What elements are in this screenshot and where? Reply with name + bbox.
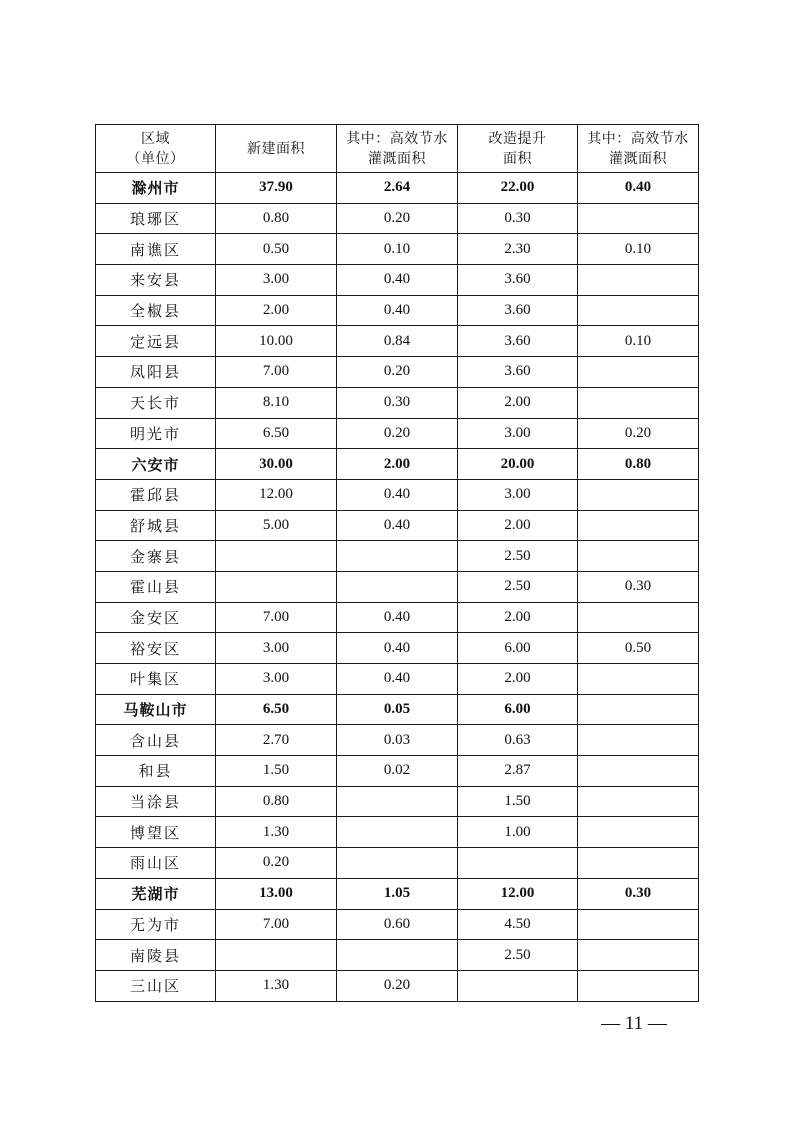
- cell-upgrade-water-saving: [578, 756, 699, 787]
- cell-new-water-saving: 0.02: [337, 756, 458, 787]
- header-upgrade-water-saving-line-2: 灌溉面积: [609, 150, 667, 167]
- cell-region: 南谯区: [96, 234, 216, 265]
- table-row: [96, 817, 699, 848]
- cell-new-area: 0.80: [216, 786, 337, 817]
- cell-upgrade-area: 3.00: [458, 479, 578, 510]
- table-row: [96, 756, 699, 787]
- cell-new-area: 5.00: [216, 510, 337, 541]
- cell-new-area: 1.30: [216, 817, 337, 848]
- cell-upgrade-water-saving: [578, 786, 699, 817]
- cell-new-area: 3.00: [216, 664, 337, 695]
- city-summary-row: [96, 173, 699, 204]
- cell-upgrade-area: 2.87: [458, 756, 578, 787]
- cell-new-area: 3.00: [216, 265, 337, 296]
- header-upgrade-water-saving-line-1: 其中：高效节水: [587, 130, 689, 147]
- table-row: [96, 940, 699, 971]
- cell-region: 芜湖市: [96, 878, 216, 909]
- cell-upgrade-water-saving: [578, 848, 699, 879]
- cell-upgrade-area: 0.63: [458, 725, 578, 756]
- cell-new-area: 1.30: [216, 970, 337, 1001]
- cell-region: 滁州市: [96, 173, 216, 204]
- table-row: [96, 234, 699, 265]
- cell-upgrade-water-saving: [578, 479, 699, 510]
- cell-new-area: 6.50: [216, 418, 337, 449]
- cell-new-water-saving: 0.10: [337, 234, 458, 265]
- table-row: [96, 203, 699, 234]
- cell-upgrade-water-saving: [578, 909, 699, 940]
- cell-new-water-saving: 0.40: [337, 510, 458, 541]
- cell-upgrade-water-saving: 0.40: [578, 173, 699, 204]
- city-summary-row: [96, 878, 699, 909]
- cell-region: 金安区: [96, 602, 216, 633]
- cell-new-water-saving: 0.05: [337, 694, 458, 725]
- cell-upgrade-area: 2.00: [458, 602, 578, 633]
- table-row: [96, 970, 699, 1001]
- cell-new-area: 0.20: [216, 848, 337, 879]
- cell-new-water-saving: 1.05: [337, 878, 458, 909]
- city-summary-row: [96, 449, 699, 480]
- cell-new-water-saving: 0.40: [337, 479, 458, 510]
- header-upgrade-area-line-2: 面积: [503, 150, 532, 167]
- cell-upgrade-water-saving: [578, 387, 699, 418]
- cell-region: 六安市: [96, 449, 216, 480]
- table-row: [96, 602, 699, 633]
- cell-new-water-saving: [337, 571, 458, 602]
- table-row: [96, 571, 699, 602]
- cell-new-area: 1.50: [216, 756, 337, 787]
- cell-upgrade-water-saving: 0.30: [578, 878, 699, 909]
- cell-upgrade-water-saving: [578, 602, 699, 633]
- cell-new-water-saving: [337, 940, 458, 971]
- cell-region: 三山区: [96, 970, 216, 1001]
- cell-upgrade-area: 2.50: [458, 940, 578, 971]
- cell-upgrade-water-saving: 0.50: [578, 633, 699, 664]
- cell-new-area: 13.00: [216, 878, 337, 909]
- cell-upgrade-water-saving: 0.80: [578, 449, 699, 480]
- cell-new-water-saving: 2.64: [337, 173, 458, 204]
- cell-new-area: 7.00: [216, 909, 337, 940]
- cell-upgrade-water-saving: [578, 510, 699, 541]
- cell-region: 马鞍山市: [96, 694, 216, 725]
- cell-upgrade-area: 3.60: [458, 295, 578, 326]
- cell-new-area: 7.00: [216, 602, 337, 633]
- cell-upgrade-area: 2.50: [458, 541, 578, 572]
- cell-new-area: 12.00: [216, 479, 337, 510]
- cell-upgrade-area: 2.00: [458, 387, 578, 418]
- cell-new-water-saving: 0.20: [337, 970, 458, 1001]
- table-header-row: [96, 125, 699, 173]
- header-new-water-saving: [337, 125, 458, 173]
- cell-new-area: 8.10: [216, 387, 337, 418]
- cell-new-area: 7.00: [216, 357, 337, 388]
- cell-region: 裕安区: [96, 633, 216, 664]
- cell-upgrade-area: 3.00: [458, 418, 578, 449]
- cell-region: 定远县: [96, 326, 216, 357]
- cell-new-water-saving: 0.40: [337, 295, 458, 326]
- cell-upgrade-water-saving: [578, 725, 699, 756]
- cell-upgrade-area: [458, 970, 578, 1001]
- cell-new-water-saving: [337, 848, 458, 879]
- table-row: [96, 479, 699, 510]
- cell-new-area: 2.00: [216, 295, 337, 326]
- cell-new-water-saving: 0.84: [337, 326, 458, 357]
- cell-new-water-saving: 0.20: [337, 203, 458, 234]
- cell-upgrade-water-saving: 0.10: [578, 234, 699, 265]
- cell-upgrade-water-saving: 0.10: [578, 326, 699, 357]
- cell-new-water-saving: 0.40: [337, 602, 458, 633]
- table-row: [96, 326, 699, 357]
- cell-new-area: [216, 541, 337, 572]
- cell-upgrade-area: 3.60: [458, 326, 578, 357]
- header-upgrade-area: [458, 125, 578, 173]
- cell-region: 南陵县: [96, 940, 216, 971]
- table-row: [96, 418, 699, 449]
- header-region-line-1: 区域: [141, 130, 170, 147]
- cell-new-area: 2.70: [216, 725, 337, 756]
- cell-upgrade-area: 12.00: [458, 878, 578, 909]
- cell-new-water-saving: 0.60: [337, 909, 458, 940]
- cell-region: 含山县: [96, 725, 216, 756]
- cell-upgrade-area: 3.60: [458, 265, 578, 296]
- cell-new-water-saving: [337, 786, 458, 817]
- cell-upgrade-water-saving: [578, 541, 699, 572]
- cell-region: 金寨县: [96, 541, 216, 572]
- cell-region: 博望区: [96, 817, 216, 848]
- cell-region: 舒城县: [96, 510, 216, 541]
- cell-upgrade-area: 2.30: [458, 234, 578, 265]
- cell-new-area: 3.00: [216, 633, 337, 664]
- cell-upgrade-area: 20.00: [458, 449, 578, 480]
- cell-upgrade-area: 1.00: [458, 817, 578, 848]
- header-new-area-line-1: 新建面积: [247, 140, 305, 157]
- cell-region: 来安县: [96, 265, 216, 296]
- irrigation-area-table: [95, 124, 699, 1002]
- page-number: — 11 —: [601, 1013, 667, 1034]
- cell-new-water-saving: 0.40: [337, 664, 458, 695]
- cell-region: 凤阳县: [96, 357, 216, 388]
- header-upgrade-water-saving: [578, 125, 699, 173]
- cell-region: 叶集区: [96, 664, 216, 695]
- cell-upgrade-area: [458, 848, 578, 879]
- cell-upgrade-area: 22.00: [458, 173, 578, 204]
- table-row: [96, 265, 699, 296]
- cell-upgrade-area: 2.00: [458, 664, 578, 695]
- cell-upgrade-area: 2.00: [458, 510, 578, 541]
- cell-upgrade-area: 6.00: [458, 694, 578, 725]
- cell-new-area: [216, 940, 337, 971]
- cell-new-water-saving: [337, 541, 458, 572]
- cell-upgrade-water-saving: [578, 970, 699, 1001]
- cell-new-water-saving: [337, 817, 458, 848]
- cell-upgrade-area: 4.50: [458, 909, 578, 940]
- cell-new-area: 0.80: [216, 203, 337, 234]
- header-new-area: [216, 125, 337, 173]
- header-new-water-saving-line-2: 灌溉面积: [368, 150, 426, 167]
- cell-new-area: 10.00: [216, 326, 337, 357]
- cell-new-water-saving: 0.03: [337, 725, 458, 756]
- table-row: [96, 848, 699, 879]
- cell-region: 无为市: [96, 909, 216, 940]
- table-row: [96, 909, 699, 940]
- header-region-line-2: （单位）: [126, 150, 185, 167]
- cell-upgrade-area: 6.00: [458, 633, 578, 664]
- cell-upgrade-water-saving: [578, 203, 699, 234]
- cell-region: 琅琊区: [96, 203, 216, 234]
- header-upgrade-area-line-1: 改造提升: [488, 130, 547, 147]
- cell-region: 雨山区: [96, 848, 216, 879]
- cell-upgrade-water-saving: [578, 940, 699, 971]
- cell-upgrade-water-saving: [578, 295, 699, 326]
- table-row: [96, 295, 699, 326]
- table-row: [96, 510, 699, 541]
- cell-new-water-saving: 0.20: [337, 418, 458, 449]
- cell-region: 当涂县: [96, 786, 216, 817]
- city-summary-row: [96, 694, 699, 725]
- header-region: [96, 125, 216, 173]
- cell-upgrade-area: 1.50: [458, 786, 578, 817]
- cell-region: 和县: [96, 756, 216, 787]
- cell-new-water-saving: 0.40: [337, 265, 458, 296]
- cell-new-water-saving: 0.30: [337, 387, 458, 418]
- cell-upgrade-area: 0.30: [458, 203, 578, 234]
- cell-new-area: [216, 571, 337, 602]
- table-row: [96, 633, 699, 664]
- cell-region: 全椒县: [96, 295, 216, 326]
- cell-new-area: 37.90: [216, 173, 337, 204]
- cell-upgrade-water-saving: [578, 664, 699, 695]
- cell-new-water-saving: 0.20: [337, 357, 458, 388]
- table-row: [96, 541, 699, 572]
- header-new-water-saving-line-1: 其中：高效节水: [346, 130, 448, 147]
- cell-region: 霍邱县: [96, 479, 216, 510]
- cell-upgrade-water-saving: [578, 357, 699, 388]
- table-body: [96, 173, 699, 1002]
- table-row: [96, 786, 699, 817]
- cell-upgrade-water-saving: [578, 694, 699, 725]
- cell-new-water-saving: 2.00: [337, 449, 458, 480]
- cell-upgrade-water-saving: 0.30: [578, 571, 699, 602]
- table-row: [96, 664, 699, 695]
- cell-upgrade-water-saving: [578, 265, 699, 296]
- cell-new-area: 30.00: [216, 449, 337, 480]
- cell-upgrade-area: 2.50: [458, 571, 578, 602]
- cell-new-area: 0.50: [216, 234, 337, 265]
- cell-upgrade-water-saving: [578, 817, 699, 848]
- cell-region: 霍山县: [96, 571, 216, 602]
- table-row: [96, 725, 699, 756]
- cell-new-water-saving: 0.40: [337, 633, 458, 664]
- cell-region: 天长市: [96, 387, 216, 418]
- cell-new-area: 6.50: [216, 694, 337, 725]
- cell-region: 明光市: [96, 418, 216, 449]
- cell-upgrade-area: 3.60: [458, 357, 578, 388]
- table-row: [96, 387, 699, 418]
- cell-upgrade-water-saving: 0.20: [578, 418, 699, 449]
- table-row: [96, 357, 699, 388]
